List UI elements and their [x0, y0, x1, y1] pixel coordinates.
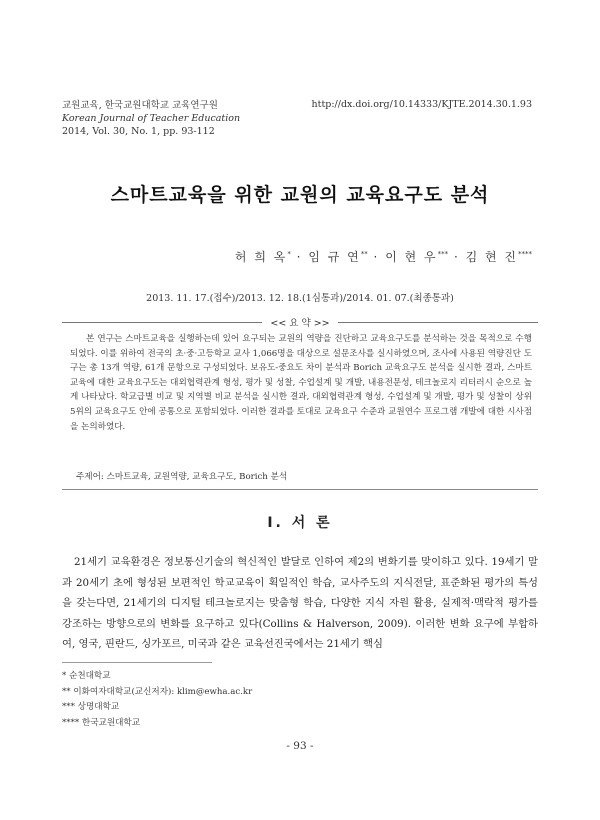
body-text: 21세기 교육환경은 정보통신기술의 혁신적인 발달로 인하여 제2의 변화기를 맞이하고 있다. 19세기 말과 20세기 초에 형성된 보편적인 학교교육이 획일적인 학습, 교사주도의 지식전달, 표준화된 평가의 특성을 갖는다면, 21세기의 디지털 테크놀로지는 맞춤형 학습, 다양한 지식 자원 활용, 실제적·맥락적 평가를 강조하는 방향으로의 변화를 요구하고 있다(Collins & Halverson, 2009). 이러한 변화 요구에 부합하여, 영국, 핀란드, 싱가포르, 미국과 같은 교육선진국에서는 21세기 핵심 — [62, 556, 538, 650]
abstract-heading-row — [62, 316, 538, 328]
footnote-item — [62, 669, 252, 685]
author-mark: * — [287, 250, 291, 258]
footnote-mark: **** — [62, 717, 80, 728]
author-mark: *** — [437, 250, 449, 258]
author-name: 허 희 옥 — [234, 250, 288, 264]
abstract-heading: << 요 약 >> — [270, 318, 330, 329]
footnote-mark: *** — [62, 702, 75, 712]
journal-issue: 2014, Vol. 30, No. 1, pp. 93-112 — [62, 126, 215, 137]
author-name: 이 현 우 — [385, 250, 438, 264]
keywords: 주제어: 스마트교육, 교원역량, 교육요구도, Borich 분석 — [76, 472, 288, 482]
footnote-text: 순천대학교 — [69, 671, 111, 681]
footnote-item — [62, 685, 252, 701]
footnote-mark: ** — [62, 686, 71, 697]
journal-name-korean: 교원교육, 한국교원대학교 교육연구원 — [62, 100, 218, 111]
footnote-item — [62, 700, 252, 716]
footnote-text: 이화여자대학교(교신저자): klim@ewha.ac.kr — [73, 686, 253, 697]
author-separator: · — [373, 250, 380, 264]
abstract-bottom-rule — [62, 489, 538, 490]
journal-name-english: Korean Journal of Teacher Education — [62, 113, 241, 124]
body-paragraph — [62, 552, 538, 655]
author-separator: · — [296, 250, 303, 264]
paper-title: 스마트교육을 위한 교원의 교육요구도 분석 — [110, 184, 490, 206]
author-name: 임 규 연 — [308, 250, 361, 264]
abstract-text: 본 연구는 스마트교육을 실행하는데 있어 요구되는 교원의 역량을 진단하고 교육요구도를 분석하는 것을 목적으로 수행되었다. 이를 위하여 전국의 초·중·고등학교 교사 1,066명을 대상으로 설문조사를 실시하였으며, 조사에 사용된 역량진단 도구는 총 13개 역량, 61개 문항으로 구성되었다. 보유도-중요도 차이 분석과 Borich 교육요구도 분석을 실시한 결과, 스마트교육에 대한 교육요구도는 대외협력관계 형성, 평가 및 성찰, 수업설계 및 개발, 내용전문성, 테크놀로지 리터러시 순으로 높게 나타났다. 학교급별 비교 및 지역별 비교 분석을 실시한 결과, 대외협력관계 형성, 수업설계 및 개발, 평가 및 성찰이 상위 5위의 교육요구도 안에 공통으로 포함되었다. 이러한 결과를 토대로 교육요구 수준과 교원연수 프로그램 개발에 대한 시사점을 논의하였다. — [70, 334, 532, 432]
author-list — [235, 248, 532, 265]
author-name: 김 현 진 — [465, 250, 518, 264]
footnote-text: 한국교원대학교 — [81, 717, 141, 728]
footnote-item — [62, 716, 252, 732]
footnote-text: 상명대학교 — [77, 702, 120, 712]
submission-dates: 2013. 11. 17.(접수)/2013. 12. 18.(1심통과)/2014. 01. 07.(최종통과) — [146, 293, 454, 304]
author-separator: · — [453, 250, 460, 264]
page-number: - 93 - — [286, 740, 314, 752]
abstract-rule-right — [338, 322, 538, 323]
footnotes — [62, 669, 252, 731]
section-heading: Ⅰ. 서 론 — [267, 515, 333, 531]
abstract-body — [70, 332, 532, 434]
author-mark: **** — [518, 250, 532, 258]
author-mark: ** — [360, 250, 368, 258]
footnote-mark: * — [62, 671, 67, 681]
journal-header — [62, 99, 240, 138]
doi-link[interactable]: http://dx.doi.org/10.14333/KJTE.2014.30.1.93 — [311, 99, 532, 110]
footnote-rule — [62, 662, 212, 663]
